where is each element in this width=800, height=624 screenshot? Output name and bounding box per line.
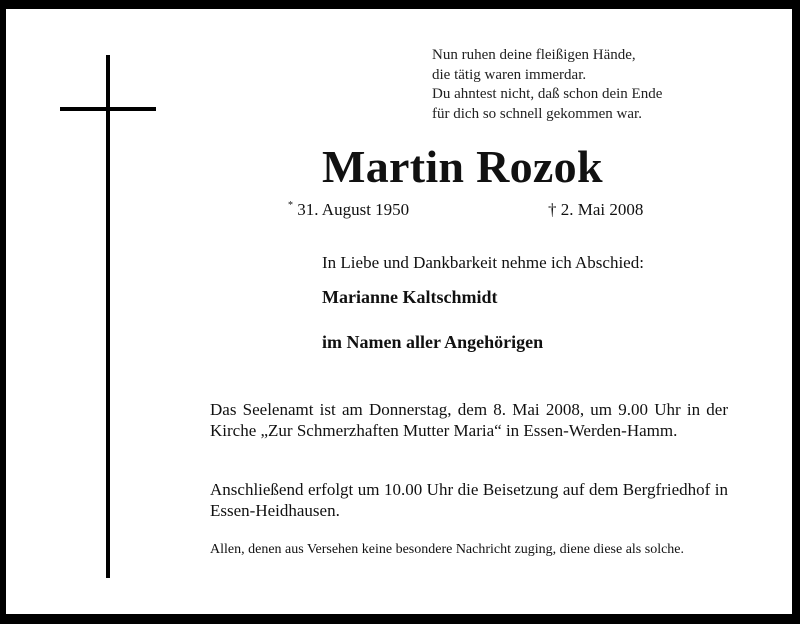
birth-date (288, 200, 409, 220)
obituary-notice (6, 9, 792, 614)
death-symbol: † (548, 200, 557, 219)
death-date-text: 2. Mai 2008 (560, 200, 644, 219)
birth-date-text: 31. August 1950 (297, 200, 410, 219)
poem-line: Nun ruhen deine fleißigen Hände, (432, 47, 636, 63)
poem-line: die tätig waren immerdar. (432, 66, 587, 83)
deceased-name: Martin Rozok (322, 141, 603, 192)
burial-info: Anschließend erfolgt um 10.00 Uhr die Beisetzung auf dem Bergfriedhof in Essen-Heidhausen. (210, 480, 728, 520)
signer-name: Marianne Kaltschmidt (322, 287, 498, 307)
farewell-text: In Liebe und Dankbarkeit nehme ich Abschied: (322, 253, 644, 272)
signer-note: im Namen aller Angehörigen (322, 332, 544, 352)
death-date (548, 200, 643, 220)
poem-line: für dich so schnell gekommen war. (432, 105, 642, 122)
poem (432, 46, 662, 124)
birth-symbol: * (288, 200, 293, 211)
service-info: Das Seelenamt ist am Donnerstag, dem 8. Mai 2008, um 9.00 Uhr in der Kirche „Zur Schmerzhaften Mutter Maria“ in Essen-Werden-Hamm. (210, 400, 728, 440)
notice-note: Allen, denen aus Versehen keine besondere Nachricht zuging, diene diese als solche. (210, 542, 685, 557)
poem-line: Du ahntest nicht, daß schon dein Ende (432, 86, 663, 102)
cross-icon-beam (60, 107, 156, 111)
cross-icon (106, 55, 110, 578)
